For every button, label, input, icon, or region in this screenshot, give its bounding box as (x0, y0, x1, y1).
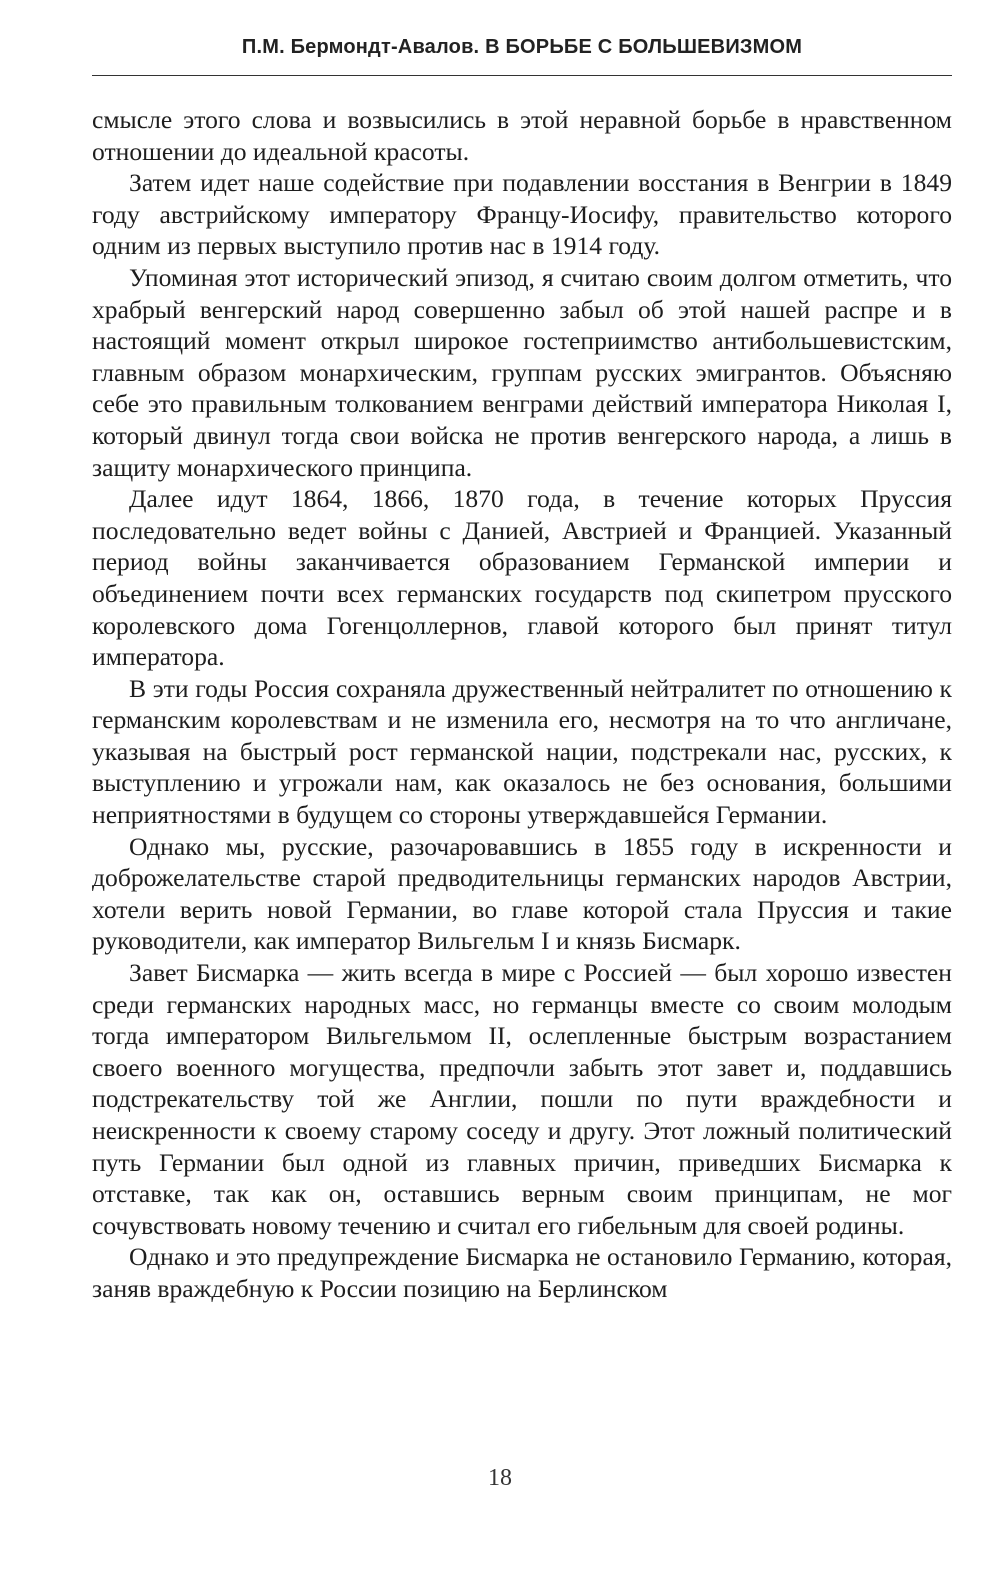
paragraph: Завет Бисмарка — жить всегда в мире с Россией — был хорошо известен среди германских народных масс, но германцы вместе со своим молодым тогда императором Вильгельмом II, ослепленные быстрым возрастанием своего военного могущества, предпочли забыть этот завет и, поддавшись подстрекательству той же Англии, пошли по пути враждебности и неискренности к своему старому соседу и другу. Этот ложный политический путь Германии был одной из главных причин, приведших Бисмарка к отставке, так как он, оставшись верным своим принципам, не мог сочувствовать новому течению и считал его гибельным для своей родины. (92, 958, 952, 1240)
body-text (92, 104, 952, 1305)
page-number: 18 (488, 1465, 512, 1491)
paragraph: Упоминая этот исторический эпизод, я считаю своим долгом отметить, что храбрый венгерский народ совершенно забыл об этой нашей распре и в настоящий момент открыл широкое гостеприимство антибольшевистским, главным образом монархическим, группам русских эмигрантов. Объясняю себе это правильным толкованием венграми действий императора Николая I, который двинул тогда свои войска не против венгерского народа, а лишь в защиту монархического принципа. (92, 262, 952, 482)
paragraph: Далее идут 1864, 1866, 1870 года, в течение которых Пруссия последовательно ведет войны с Данией, Австрией и Францией. Указанный период войны заканчивается образованием Германской империи и объединением почти всех германских государств под скипетром прусского королевского дома Гогенцоллернов, главой которого был принят титул императора. (92, 484, 952, 672)
paragraph: В эти годы Россия сохраняла дружественный нейтралитет по отношению к германским королевствам и не изменила его, несмотря на то что англичане, указывая на быстрый рост германской нации, подстрекали нас, русских, к выступлению и угрожали нам, как оказалось не без основания, большими неприятностями в будущем со стороны утверждавшейся Германии. (92, 673, 952, 830)
header-rule (92, 75, 952, 76)
paragraph-continued: смысле этого слова и возвысились в этой неравной борьбе в нравственном отношении до идеальной красоты. (92, 105, 952, 166)
paragraph: Затем идет наше содействие при подавлении восстания в Венгрии в 1849 году австрийскому императору Францу-Иосифу, правительство которого одним из первых выступило против нас в 1914 году. (92, 168, 952, 261)
running-head: П.М. Бермондт-Авалов. В БОРЬБЕ С БОЛЬШЕВИЗМОМ (241, 36, 803, 58)
paragraph-continues: Однако и это предупреждение Бисмарка не остановило Германию, которая, заняв враждебную к России позицию на Берлинском (92, 1242, 952, 1303)
paragraph: Однако мы, русские, разочаровавшись в 1855 году в искренности и доброжелательстве старой предводительницы германских народов Австрии, хотели верить новой Германии, во главе которой стала Пруссия и такие руководители, как император Вильгельм I и князь Бисмарк. (92, 831, 952, 956)
